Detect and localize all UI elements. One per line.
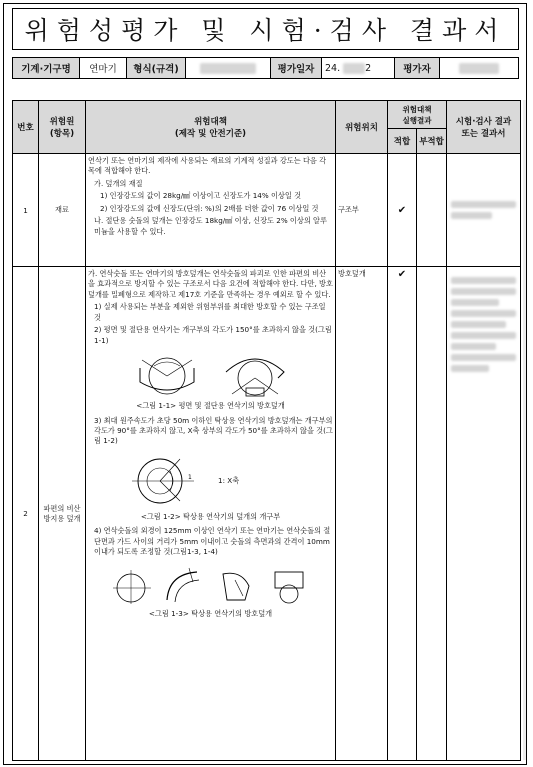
measure-line: 1) 실제 사용되는 부분을 제외한 위험부위를 최대한 방호할 수 있는 구조일 것 <box>94 302 326 322</box>
document-title: 위험성평가 및 시험·검사 결과서 <box>12 8 519 50</box>
measure-line: 나. 절단용 숫돌의 덮개는 인장강도 18kg/㎟ 이상, 신장도 2% 이상의 알루미늄을 사용할 수 있다. <box>94 216 327 236</box>
redacted-result <box>451 321 506 328</box>
redacted-result <box>451 212 492 219</box>
row-test-result <box>447 267 521 761</box>
svg-text:1: 1 <box>188 473 192 481</box>
figure-1-1 <box>88 352 333 398</box>
axis-note: 1: X축 <box>218 475 240 485</box>
redacted-date <box>343 63 365 74</box>
bench-grinder-opening-diagram <box>128 453 198 509</box>
row-fail <box>417 267 447 761</box>
date-suffix: 2 <box>365 62 372 74</box>
row-hazard: 파편의 비산방지용 덮개 <box>39 267 86 761</box>
row-location: 방호덮개 <box>336 267 388 761</box>
cutting-grinder-guard-diagram <box>220 352 290 398</box>
date-prefix: 24. <box>325 62 341 74</box>
header-measures: 위험대책 (제작 및 안전기준) <box>86 101 336 154</box>
redacted-result <box>451 332 516 339</box>
redacted-result <box>451 201 516 208</box>
measure-line: 2) 평면 및 절단용 연삭기는 개구부의 각도가 150°를 초과하지 않을 것(그림 1-1) <box>94 325 332 345</box>
row-fail <box>417 154 447 267</box>
redacted-result <box>451 354 516 361</box>
redacted-result <box>451 277 516 284</box>
header-test-result: 시험·검사 결과 또는 결과서 <box>447 101 521 154</box>
flat-grinder-guard-diagram <box>132 352 202 398</box>
measure-line: 3) 최대 원주속도가 초당 50m 이하인 탁상용 연삭기의 방호덮개는 개구부의 각도가 90°를 초과하지 않고, X축 상부의 각도가 50°를 초과하지 않을 것(그림 1-2) <box>94 415 333 446</box>
row-no: 1 <box>13 154 39 267</box>
row-pass-check: ✔ <box>388 154 417 267</box>
scrollbar[interactable] <box>523 100 526 760</box>
model-label: 형식(규격) <box>127 58 186 79</box>
measure-line: 가. 덮개의 재질 <box>94 178 143 188</box>
header-fail: 부적합 <box>417 129 447 154</box>
row-hazard: 재료 <box>39 154 86 267</box>
machine-label: 기계·기구명 <box>13 58 80 79</box>
row-measures <box>86 267 336 761</box>
measure-line: 가. 연삭숫돌 또는 연마기의 방호덮개는 연삭숫돌의 파괴로 인한 파편의 비산을 효과적으로 방지할 수 있는 구조로서 다음 요건에 적합해야 한다. 다만, 방호덮개를 밀폐형으로 제작하고 제17호 기준을 만족하는 경우 예외로 할 수 있다. <box>88 269 333 299</box>
redacted-result <box>451 365 489 372</box>
redacted-evaluator <box>459 63 499 74</box>
redacted-model <box>200 63 256 74</box>
measure-line: 1) 인장강도의 값이 28kg/㎟ 이상이고 신장도가 14% 이상일 것 <box>100 191 302 201</box>
measure-line: 2) 인장강도의 값에 신장도(단위: %)의 2배를 더한 값이 76 이상일 것 <box>100 203 319 213</box>
redacted-result <box>451 343 496 350</box>
figure-1-3 <box>88 566 333 606</box>
model-value <box>186 58 271 79</box>
row-pass-check: ✔ <box>388 267 417 761</box>
grinder-gap-diagram-d <box>267 566 311 606</box>
table-row <box>13 267 521 761</box>
evaluator-label: 평가자 <box>395 58 440 79</box>
header-hazard: 위험원 (항목) <box>39 101 86 154</box>
figure-1-2 <box>128 453 333 509</box>
row-no: 2 <box>13 267 39 761</box>
redacted-result <box>451 299 499 306</box>
figure-caption: <그림 1-2> 탁상용 연삭기의 덮개의 개구부 <box>140 511 281 521</box>
grinder-gap-diagram-a <box>111 566 155 606</box>
header-result-group: 위험대책 실행결과 <box>388 101 447 129</box>
row-measures <box>86 154 336 267</box>
table-row <box>13 154 521 267</box>
machine-value: 연마기 <box>80 58 127 79</box>
grinder-gap-diagram-c <box>215 566 259 606</box>
header-no: 번호 <box>13 101 39 154</box>
row-location: 구조부 <box>336 154 388 267</box>
assessment-table <box>12 100 521 761</box>
evaluator-value <box>440 58 519 79</box>
row-test-result <box>447 154 521 267</box>
date-label: 평가일자 <box>271 58 322 79</box>
header-location: 위험위치 <box>336 101 388 154</box>
measure-line: 연삭기 또는 연마기의 제작에 사용되는 재료의 기계적 성질과 강도는 다음 각 목에 적합해야 한다. <box>88 156 327 176</box>
measure-line: 4) 연삭숫돌의 외경이 125mm 이상인 연삭기 또는 연마기는 연삭숫돌의 절단면과 가드 사이의 거리가 5mm 이내이고 숫돌의 측면과의 간격이 10mm 이내가 되도록 조정할 것(그림1-3, 1-4) <box>94 526 331 557</box>
date-value <box>322 58 395 79</box>
grinder-gap-diagram-b <box>163 566 207 606</box>
figure-caption: <그림 1-3> 탁상용 연삭기의 방호덮개 <box>148 608 273 618</box>
redacted-result <box>451 288 516 295</box>
info-table <box>12 57 519 79</box>
figure-caption: <그림 1-1> 평면 및 절단용 연삭기의 방호덮개 <box>136 401 285 411</box>
header-pass: 적합 <box>388 129 417 154</box>
redacted-result <box>451 310 516 317</box>
